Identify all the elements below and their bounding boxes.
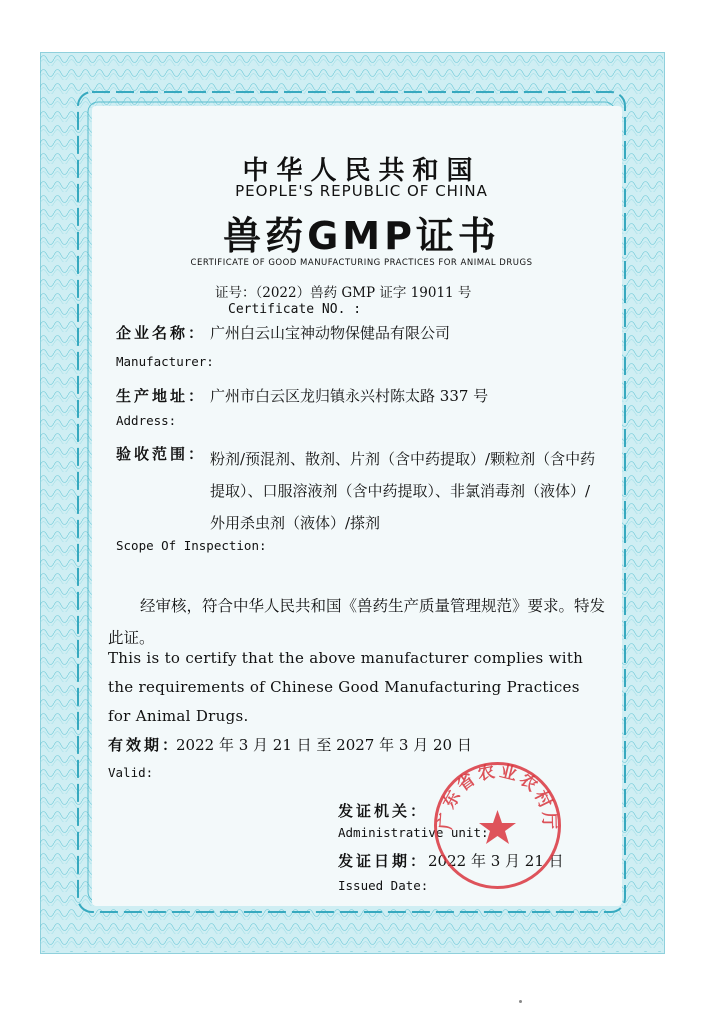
country-name-en: PEOPLE'S REPUBLIC OF CHINA: [235, 182, 488, 200]
official-seal: [430, 758, 565, 893]
scan-speck: [519, 1000, 522, 1003]
address-value: 广州市白云区龙归镇永兴村陈太路 337 号: [210, 387, 489, 405]
manufacturer-label: 企业名称：: [116, 324, 207, 342]
manufacturer-label-en: Manufacturer:: [116, 354, 214, 369]
statement-cn: 经审核，符合中华人民共和国《兽药生产质量管理规范》要求。特发此证。: [108, 597, 606, 647]
issue-date-value: 2022 年 3 月 21 日: [428, 852, 564, 870]
validity-label-en: Valid:: [108, 765, 154, 780]
certificate-subtitle: CERTIFICATE OF GOOD MANUFACTURING PRACTICES FOR ANIMAL DRUGS: [190, 258, 533, 268]
address-label: 生产地址：: [116, 387, 207, 405]
scope-label: 验收范围：: [116, 445, 207, 463]
country-name-cn: 中华人民共和国: [242, 156, 481, 186]
manufacturer-value: 广州白云山宝神动物保健品有限公司: [210, 324, 451, 342]
certificate-number-label-en: Certificate NO. :: [228, 302, 362, 317]
issue-date-label-en: Issued Date:: [338, 878, 429, 893]
star-icon: [479, 810, 516, 844]
certificate-number: 证号：（2022）兽药 GMP 证字 19011 号: [215, 285, 472, 301]
scope-label-en: Scope Of Inspection:: [116, 538, 267, 553]
issuer-label: 发证机关：: [338, 802, 429, 820]
address-label-en: Address:: [116, 413, 177, 428]
issue-date-label: 发证日期：: [338, 852, 429, 870]
issuer-label-en: Administrative unit:: [338, 825, 489, 840]
statement-en: This is to certify that the above manufacturer complies with the requirements of Chinese Good Manufacturing Practices for Animal Drugs.: [108, 649, 584, 725]
seal-text: 广东省农业农村厅: [435, 761, 559, 833]
validity-label: 有效期：: [108, 736, 181, 754]
scope-value: 粉剂/预混剂、散剂、片剂（含中药提取）/颗粒剂（含中药提取）、口服溶液剂（含中药提取）、非氯消毒剂（液体）/外用杀虫剂（液体）/搽剂: [210, 450, 596, 532]
validity-value: 2022 年 3 月 21 日 至 2027 年 3 月 20 日: [176, 736, 472, 754]
certificate-title: 兽药GMP证书: [223, 214, 500, 258]
